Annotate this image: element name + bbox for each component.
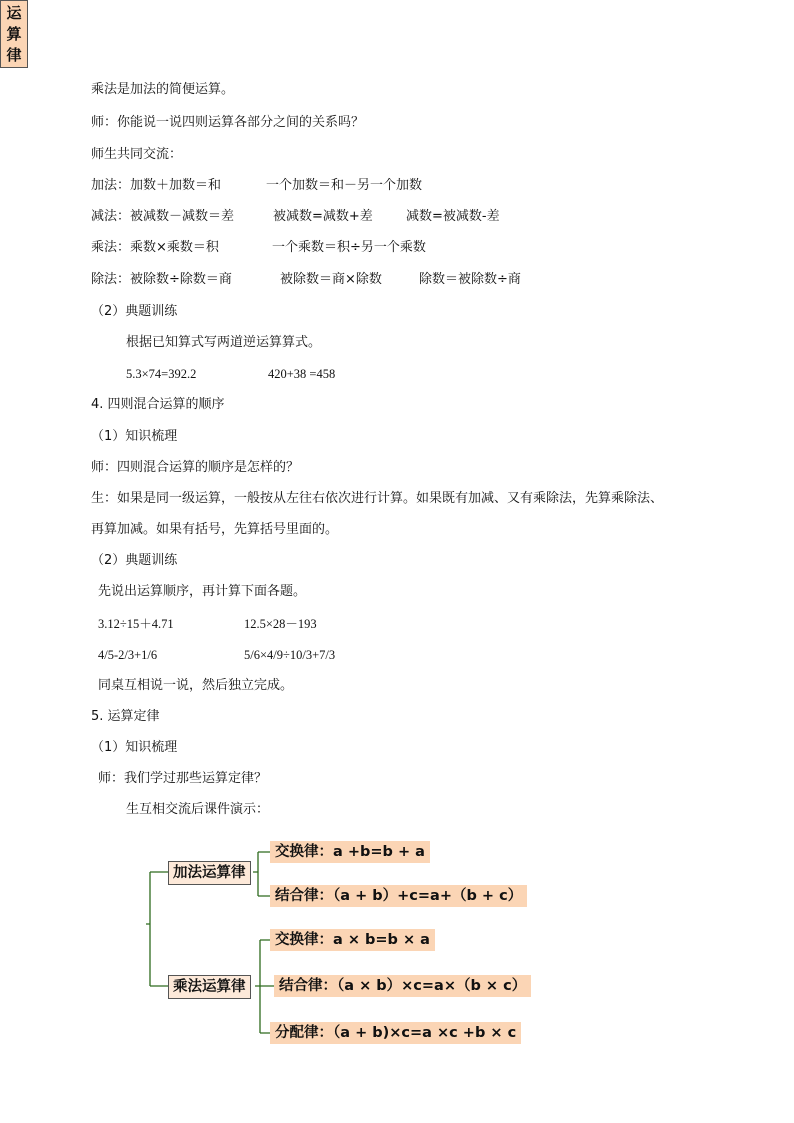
relation-div-1: 除法：被除数÷除数＝商 [91, 272, 232, 287]
text-line: 再算加减。如果有括号，先算括号里面的。 [91, 522, 339, 537]
section-heading: （1）知识梳理 [91, 429, 178, 444]
relation-div-3: 除数＝被除数÷商 [419, 272, 521, 287]
text-line: 乘法是加法的简便运算。 [91, 82, 235, 97]
equation: 5.3×74=392.2 [126, 367, 197, 381]
text-line: 师：四则混合运算的顺序是怎样的？ [91, 460, 300, 475]
text-line: 师：你能说一说四则运算各部分之间的关系吗？ [91, 115, 365, 130]
text-line: 师生共同交流： [91, 147, 183, 162]
task-text: 根据已知算式写两道逆运算算式。 [126, 335, 322, 350]
problem: 12.5×28－193 [244, 617, 317, 631]
text-line: 生互相交流后课件演示： [126, 802, 270, 817]
problem: 5/6×4/9÷10/3+7/3 [244, 648, 336, 662]
relation-add-1: 加法：加数＋加数＝和 [91, 178, 222, 193]
section-heading: （2）典题训练 [91, 553, 178, 568]
text-line: 师：我们学过那些运算定律？ [98, 771, 268, 786]
relation-sub-1: 减法：被减数－减数＝差 [91, 209, 235, 224]
law-add-commutative: 交换律：a +b=b + a [270, 841, 430, 863]
relation-sub-3: 减数=被减数-差 [406, 209, 500, 224]
relation-add-2: 一个加数＝和－另一个加数 [266, 178, 423, 193]
law-mul-commutative: 交换律：a × b=b × a [270, 929, 435, 951]
connector-mul [255, 940, 274, 1033]
section-heading: （2）典题训练 [91, 304, 178, 319]
task-text: 先说出运算顺序，再计算下面各题。 [98, 584, 307, 599]
section-heading: 4. 四则混合运算的顺序 [91, 397, 225, 412]
connector-root [146, 872, 168, 986]
multiplication-laws-branch: 乘法运算律 [168, 975, 251, 999]
law-mul-associative: 结合律：（a × b）×c=a×（b × c） [274, 975, 531, 997]
connector-add [253, 852, 270, 896]
relation-mul-2: 一个乘数＝积÷另一个乘数 [272, 240, 426, 255]
relation-mul-1: 乘法：乘数×乘数＝积 [91, 240, 219, 255]
task-text: 同桌互相说一说，然后独立完成。 [98, 678, 294, 693]
equation: 420+38 =458 [268, 367, 336, 381]
problem: 4/5-2/3+1/6 [98, 648, 158, 662]
law-add-associative: 结合律：（a + b）+c=a+（b + c） [270, 885, 527, 907]
relation-div-2: 被除数＝商×除数 [280, 272, 382, 287]
diagram-root: 运 算 律 [0, 0, 28, 68]
text-line: 生：如果是同一级运算，一般按从左往右依次进行计算。如果既有加减、又有乘除法，先算乘除法、 [91, 491, 664, 506]
addition-laws-branch: 加法运算律 [168, 861, 251, 885]
section-heading: 5. 运算定律 [91, 709, 160, 724]
section-heading: （1）知识梳理 [91, 740, 178, 755]
problem: 3.12÷15＋4.71 [98, 617, 174, 631]
law-distributive: 分配律：（a + b)×c=a ×c +b × c [270, 1022, 521, 1044]
relation-sub-2: 被减数=减数+差 [273, 209, 373, 224]
